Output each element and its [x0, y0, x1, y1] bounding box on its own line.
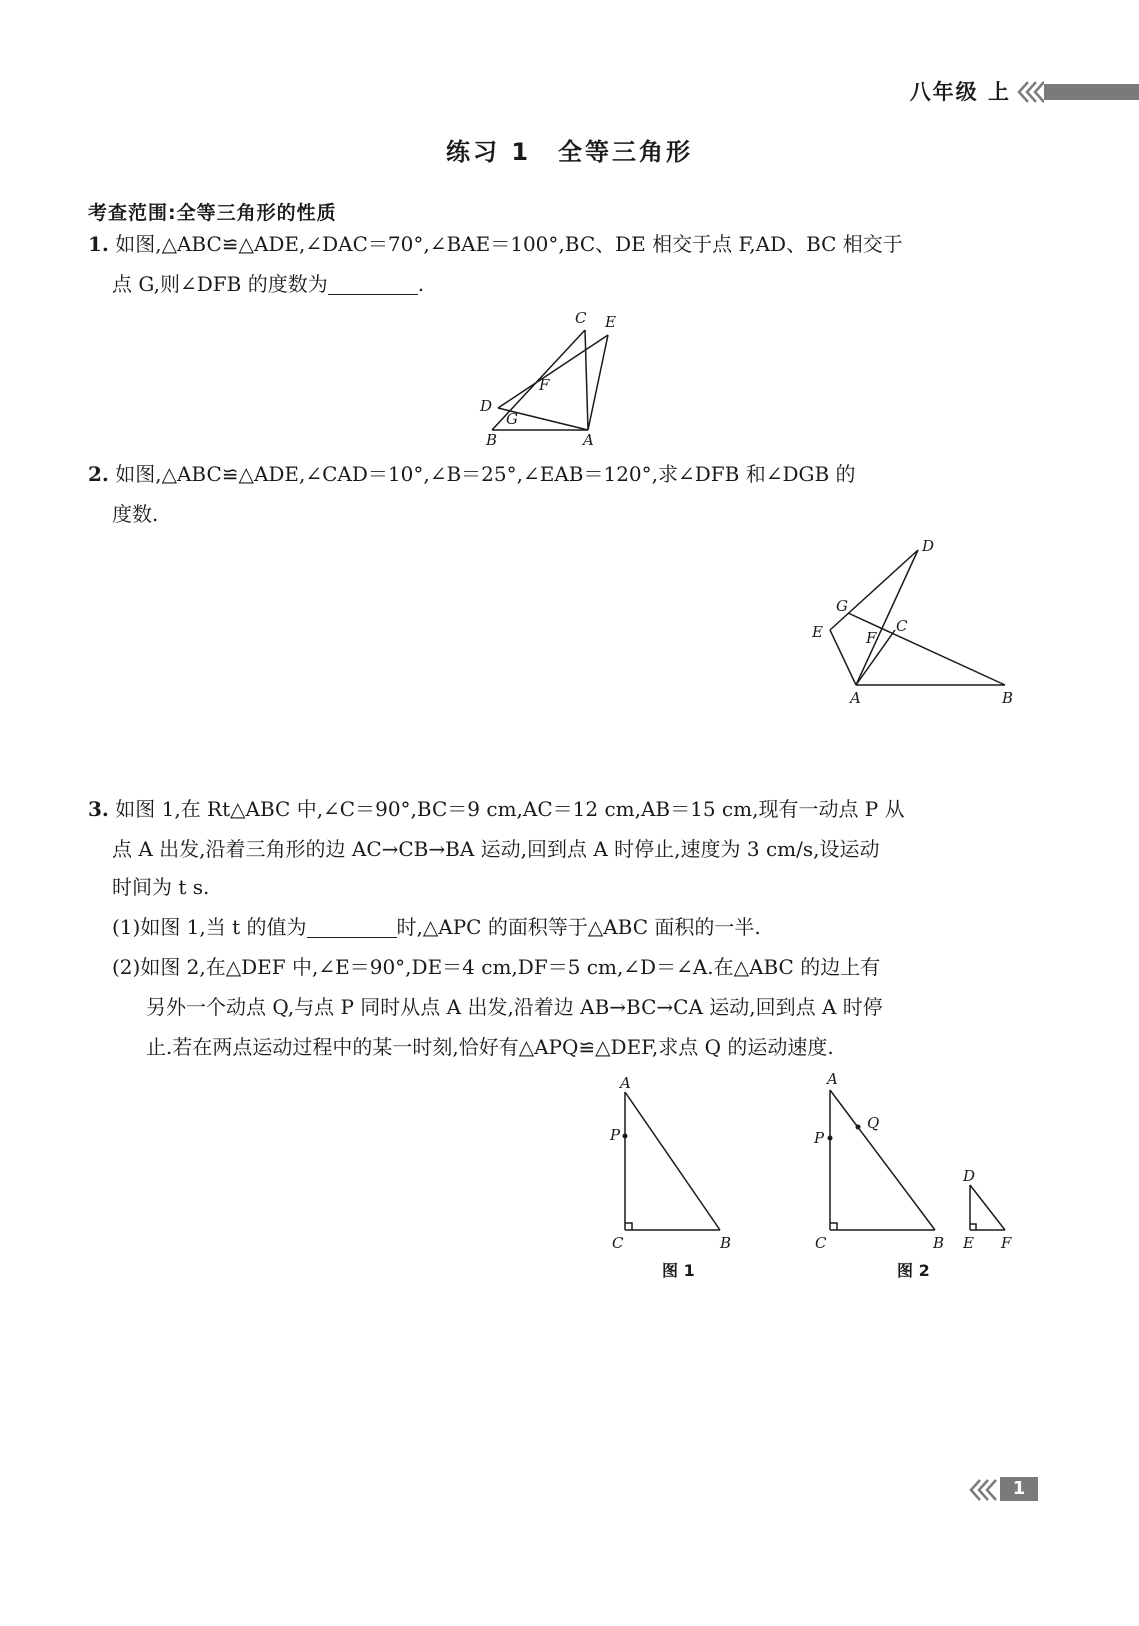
- fig2-label-q: Q: [867, 1114, 880, 1132]
- q3-sub1-b: 时,△APC 的面积等于△ABC 面积的一半.: [396, 915, 761, 939]
- fig2-label-b: B: [933, 1234, 945, 1252]
- q2-seg-gb: [848, 613, 1005, 685]
- q2-label-e: E: [812, 623, 823, 641]
- q1-label-f: F: [539, 376, 550, 394]
- fig2-label-a: A: [827, 1070, 838, 1088]
- q3-figure-1: [600, 1070, 750, 1285]
- q2-label-d: D: [922, 537, 935, 555]
- q2-text-1: 如图,△ABC≌△ADE,∠CAD＝10°,∠B＝25°,∠EAB＝120°,求∠DFB 和∠DGB 的: [115, 462, 856, 486]
- q3-figure-2: [805, 1070, 1030, 1285]
- fig2-label-c: C: [815, 1234, 827, 1252]
- q1-label-e: E: [605, 313, 616, 331]
- q3-text-1: 如图 1,在 Rt△ABC 中,∠C＝90°,BC＝9 cm,AC＝12 cm,AB＝15 cm,现有一动点 P 从: [115, 797, 905, 821]
- fig1-caption: 图 1: [662, 1261, 695, 1280]
- fig2-point-p: [828, 1136, 833, 1141]
- q3-line1: [88, 795, 905, 823]
- q1-seg-ea: [588, 335, 608, 430]
- fig1-right-angle: [625, 1223, 632, 1230]
- fig1-label-p: P: [610, 1126, 621, 1144]
- fig1-label-a: A: [620, 1074, 631, 1092]
- fig2-point-q: [856, 1125, 861, 1130]
- q2-line2: 度数.: [112, 502, 159, 526]
- q2-seg-ae: [830, 630, 856, 685]
- q1-label-c: C: [575, 309, 587, 327]
- fig1-seg-ab: [625, 1092, 720, 1230]
- q1-number: 1.: [88, 232, 109, 256]
- fig2-seg-ab: [830, 1090, 935, 1230]
- q1-text-1: 如图,△ABC≌△ADE,∠DAC＝70°,∠BAE＝100°,BC、DE 相交于点 F,AD、BC 相交于: [115, 232, 903, 256]
- q1-figure: [470, 305, 630, 450]
- q3-sub2-line3: 止.若在两点运动过程中的某一时刻,恰好有△APQ≌△DEF,求点 Q 的运动速度.: [146, 1035, 834, 1059]
- q2-label-c: C: [896, 617, 908, 635]
- q1-label-a: A: [583, 431, 594, 449]
- grade-label: 八年级 上: [909, 80, 1011, 104]
- q2-label-b: B: [1002, 689, 1014, 707]
- q3-line2: 点 A 出发,沿着三角形的边 AC→CB→BA 运动,回到点 A 时停止,速度为 3 cm/s,设运动: [112, 837, 880, 861]
- q2-number: 2.: [88, 462, 109, 486]
- q3-number: 3.: [88, 797, 109, 821]
- q3-sub1-a: (1)如图 1,当 t 的值为: [112, 915, 307, 939]
- q1-label-g: G: [506, 410, 518, 428]
- page-number: 1: [1000, 1477, 1038, 1501]
- fig2-label-f: F: [1001, 1234, 1012, 1252]
- q2-label-f: F: [866, 629, 877, 647]
- fig1-label-c: C: [612, 1234, 624, 1252]
- header-bar: [1044, 84, 1139, 100]
- fig1-point-p: [623, 1134, 628, 1139]
- fig2-right-angle-def: [970, 1224, 976, 1230]
- footer-chevron-icon: [968, 1478, 1000, 1502]
- q3-answer-blank[interactable]: [307, 917, 397, 938]
- q1-label-b: B: [486, 431, 498, 449]
- fig2-caption: 图 2: [897, 1261, 930, 1280]
- fig2-label-p: P: [814, 1129, 825, 1147]
- scope-heading: 考查范围:全等三角形的性质: [88, 202, 337, 224]
- q2-label-a: A: [850, 689, 861, 707]
- q3-sub2-line1: (2)如图 2,在△DEF 中,∠E＝90°,DE＝4 cm,DF＝5 cm,∠D＝∠A.在△ABC 的边上有: [112, 955, 881, 979]
- q3-sub2-line2: 另外一个动点 Q,与点 P 同时从点 A 出发,沿着边 AB→BC→CA 运动,回到点 A 时停: [146, 995, 883, 1019]
- fig1-label-b: B: [720, 1234, 732, 1252]
- fig2-label-d: D: [963, 1167, 976, 1185]
- fig2-right-angle: [830, 1223, 837, 1230]
- q1-answer-blank[interactable]: [328, 274, 418, 295]
- q1-seg-de: [498, 335, 608, 408]
- q1-label-d: D: [480, 397, 493, 415]
- q1-text-2b: .: [417, 272, 425, 296]
- q1-line1: [88, 230, 903, 258]
- q1-line2: [112, 270, 424, 298]
- fig2-label-e: E: [963, 1234, 974, 1252]
- page-title: 练习 1 全等三角形: [445, 138, 694, 166]
- header-chevron-icon: [1016, 80, 1044, 104]
- q2-line1: [88, 460, 856, 488]
- q3-line3: 时间为 t s.: [112, 875, 210, 899]
- q1-seg-ca: [585, 330, 588, 430]
- q2-label-g: G: [836, 597, 848, 615]
- q2-seg-ad: [856, 550, 918, 685]
- q3-sub1: [112, 913, 761, 941]
- q1-text-2a: 点 G,则∠DFB 的度数为: [112, 272, 328, 296]
- q2-figure: [800, 535, 1030, 710]
